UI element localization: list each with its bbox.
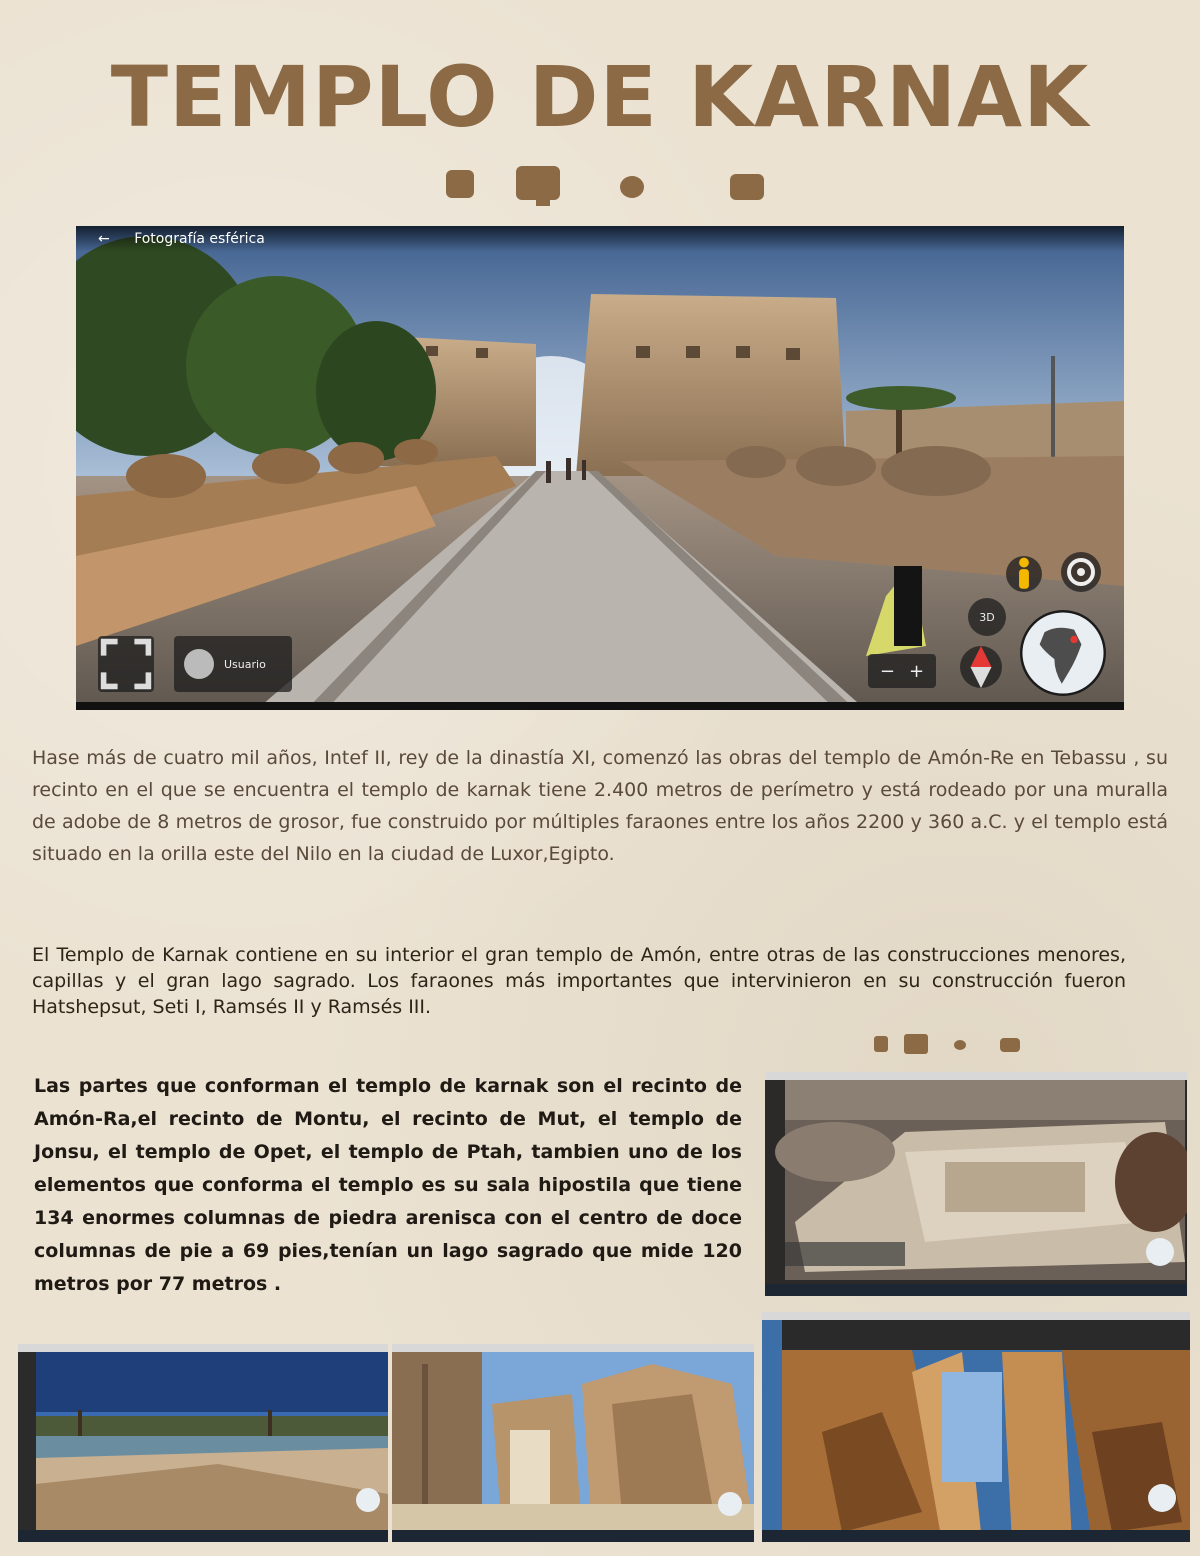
zoom-in-icon[interactable]: + <box>909 660 925 682</box>
globe-icon <box>1020 610 1106 696</box>
view-3d-icon: 3D <box>979 610 995 624</box>
streetview-topbar <box>76 226 1124 252</box>
target-icon <box>1061 552 1101 592</box>
location-button[interactable] <box>1061 552 1101 592</box>
photo-temple-gate <box>392 1344 754 1542</box>
photo-hypostyle-hall <box>762 1312 1190 1542</box>
main-photo-karnak-avenue <box>76 226 1124 710</box>
ornament-top <box>440 164 780 208</box>
avatar <box>184 649 214 679</box>
user-chip-label: Usuario <box>224 657 266 671</box>
ornament-middle <box>868 1032 1028 1058</box>
intro-paragraph: Hase más de cuatro mil años, Intef II, rey de la dinastía XI, comenzó las obras del templo de Amón-Re en Tebassu , su recinto en el que se encuentra el templo de karnak tiene 2.400 metros de perímetro y está rodeado por una muralla de adobe de 8 metros de grosor, fue construido por múltiples faraones entre los años 2200 y 360 a.C. y el templo está situado en la orilla este del Nilo en la ciudad de Luxor,Egipto. <box>32 747 1168 865</box>
page-title: TEMPLO DE KARNAK <box>110 48 1090 146</box>
user-chip[interactable] <box>174 636 292 692</box>
zoom-controls[interactable] <box>868 654 936 688</box>
streetview-mode-label: Fotografía esférica <box>134 231 265 247</box>
back-arrow-icon[interactable]: ← <box>98 231 110 247</box>
temple-gate-image <box>392 1344 754 1542</box>
globe-button[interactable] <box>1020 610 1106 696</box>
compass-icon <box>960 646 1002 688</box>
fullscreen-button[interactable] <box>98 636 154 692</box>
hypostyle-hall-image <box>762 1312 1190 1542</box>
view-3d-button[interactable] <box>968 598 1006 636</box>
pegman-button[interactable] <box>1006 556 1042 592</box>
sacred-lake-image <box>18 1344 388 1542</box>
temple-contents-paragraph: El Templo de Karnak contiene en su interior el gran templo de Amón, entre otras de las construcciones menores, capillas y el gran lago sagrado. Los faraones más importantes que intervinieron en su construcción fueron Hatshepsut, Seti I, Ramsés II y Ramsés III. <box>32 944 1126 1018</box>
temple-model-image <box>765 1072 1187 1296</box>
pegman-icon <box>1006 556 1042 592</box>
expand-icon <box>98 636 154 692</box>
photo-sacred-lake <box>18 1344 388 1542</box>
photo-temple-model <box>765 1072 1187 1296</box>
compass-button[interactable] <box>960 646 1002 688</box>
zoom-out-icon[interactable]: − <box>879 660 895 682</box>
temple-parts-paragraph: Las partes que conforman el templo de karnak son el recinto de Amón-Ra,el recinto de Montu, el recinto de Mut, el templo de Jonsu, el templo de Opet, el templo de Ptah, tambien uno de los elementos que conforma el templo es su sala hipostila que tiene 134 enormes columnas de piedra arenisca con el centro de doce columnas de pie a 69 pies,tenían un lago sagrado que mide 120 metros por 77 metros . <box>34 1075 742 1295</box>
